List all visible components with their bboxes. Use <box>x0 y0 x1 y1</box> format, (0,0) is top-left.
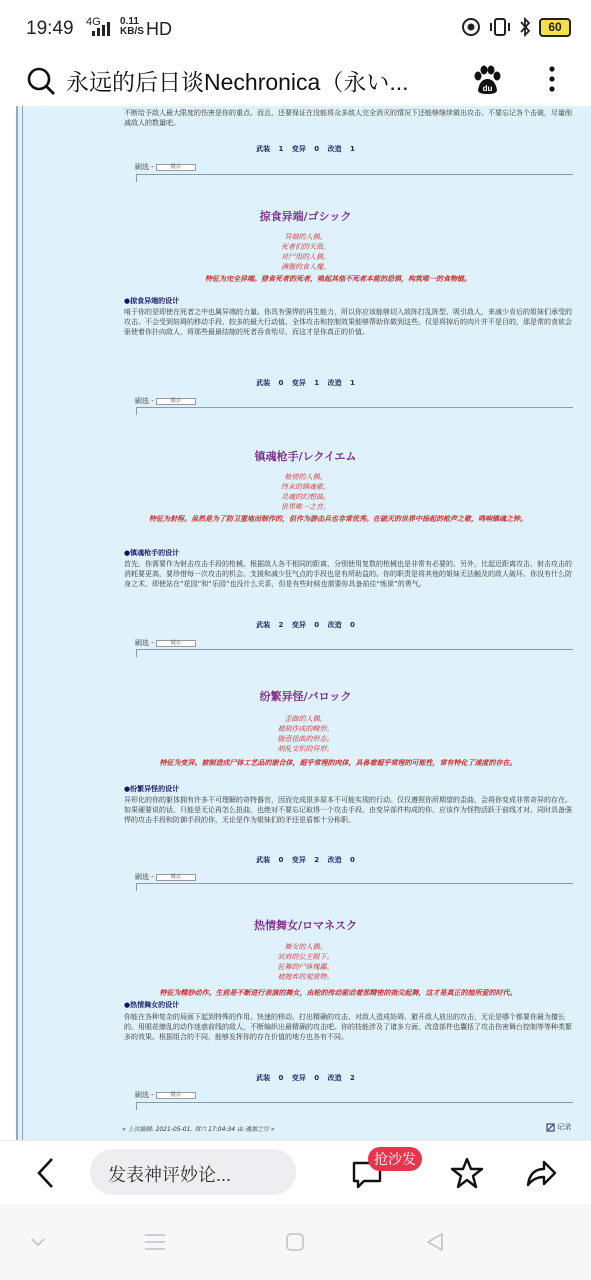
section-heading: 热情舞女/ロマネスク <box>253 919 358 932</box>
section-tagline: 对尸用的人偶。 <box>281 253 330 261</box>
battery-icon: 60 <box>539 18 571 37</box>
section-tagline: 灵魂的幻想曲。 <box>281 493 330 501</box>
star-icon[interactable] <box>450 1156 484 1190</box>
record-icon <box>546 1123 555 1132</box>
svg-text:du: du <box>482 84 493 93</box>
section-body: 异形化的你的躯体拥有许多不可理解的奇特器官，因而完成很多原本不可能实现的行动。仅仅遵照你所期望的歪曲，会将你变成非常奇异的存在。如果硬要说的话，只能是无论再怎么扭曲，也绝对不要忘记取得一个攻击手段。由变异部件构成的你，应该作为怪物活跃于前线才对。同时具备强悍的攻击手段和防御手段的你，无论是作为姐妹们的矛还是盾都十分称职。 <box>124 796 572 824</box>
vpn-icon <box>461 17 481 37</box>
edit-note: « 上次编辑: 2021-05-01, 周六 17:04:34 由 魂湖之空 » <box>122 1126 275 1133</box>
record-label: 记录 <box>557 1123 572 1131</box>
divider <box>136 649 573 650</box>
section-summary: 特征为完全异端。猎食死者的死者，唤起其他不死者本能的恐惧，构筑唯一的食物链。 <box>205 275 471 283</box>
section-stats: 武装 0 变异 2 改造 0 <box>256 856 355 864</box>
filter-box[interactable]: 展示 <box>156 164 196 171</box>
section-summary: 特征为变异。被制造成尸体工艺品的嵌合体，超乎常理的肉体，具备着超乎常理的可能性，常有特化了速度的存在。 <box>159 759 517 767</box>
chevron-down-icon[interactable] <box>30 1236 46 1248</box>
network-speed: 0.11 KB/S <box>120 16 144 37</box>
intro-filter: 刷选 - 展示 <box>135 162 196 172</box>
intro-stats: 武装 1 变异 0 改造 1 <box>256 145 355 153</box>
section-subhead: ●掠食异端的设计 <box>124 297 180 305</box>
back-triangle-icon[interactable] <box>424 1231 446 1253</box>
intro-text: 不断给予敌人最大限度的伤害是你的重点。而且，还要保证在没能将众多敌人完全消灭的情况下还能够继续做出攻击。不要忘记各个击破，尽量削减敌人的数量吧。 <box>124 109 572 127</box>
section-tagline: 世界唯一之音。 <box>281 503 330 511</box>
status-bar <box>0 0 591 58</box>
section-tagline: 随意扭曲的形态。 <box>277 735 334 743</box>
section-stats: 武装 0 变异 0 改造 2 <box>256 1074 355 1082</box>
section-heading: 纷繁异怪/バロック <box>259 690 352 703</box>
search-icon[interactable] <box>26 66 56 96</box>
sofa-badge[interactable]: 抢沙发 <box>368 1147 422 1171</box>
section-stats: 武装 0 变异 1 改造 1 <box>256 379 355 387</box>
section-tagline: 被制作成的畸形。 <box>277 725 334 733</box>
network-type: 4G <box>86 16 101 28</box>
section-filter: 刷选 - 展示 <box>135 1090 196 1100</box>
filter-box[interactable]: 展示 <box>156 874 196 881</box>
filter-box[interactable]: 展示 <box>156 1092 196 1099</box>
section-subhead: ●纷繁异怪的设计 <box>124 785 180 793</box>
bluetooth-icon <box>519 17 531 37</box>
page-title[interactable]: 永远的后日谈Nechronica（永い... <box>66 69 409 95</box>
baidu-paw-icon[interactable] <box>472 64 502 96</box>
section-body: 啃于你的是即使在死者之中也属异端的力量。你具有强悍的再生能力，所以你应该能够切入敌阵打乱阵型、吸引敌人，来减少肯后的姐妹们承受的攻击。不会受到妨碍的移动手段、较多的最大行动值、全体攻击和控制效果能够帮助你做到这些。仅是将掉后的肉片并不是目的，那是常的食欲会驱使着你扑向敌人，将那些最最结缩的死者吞食殆尽，而这才是你真正的价值。 <box>124 308 572 336</box>
section-subhead: ●热情舞女的设计 <box>124 1001 180 1009</box>
section-filter: 刷选 - 展示 <box>135 638 196 648</box>
section-tagline: 满腹的食人魔。 <box>281 263 330 271</box>
share-icon[interactable] <box>524 1157 558 1189</box>
status-time: 19:49 <box>26 18 74 39</box>
section-summary: 特征为射程。虽然是为了防卫重地而制作的，但作为游击兵也非常优秀。在破灭的世界中扬起的枪声之歌，鸣响镇魂之钟。 <box>149 515 527 523</box>
section-tagline: 歪曲的人偶。 <box>284 715 327 723</box>
divider <box>136 174 573 175</box>
section-heading: 掠食异端/ゴシック <box>259 210 352 223</box>
divider-tick <box>136 1102 137 1110</box>
section-tagline: 枪使的人偶。 <box>284 473 327 481</box>
section-tagline: 狂舞的尸体傀儡。 <box>277 963 334 971</box>
section-tagline: 被抛弃的观赏物。 <box>277 973 334 981</box>
menu-icon[interactable] <box>144 1232 166 1252</box>
divider-tick <box>136 174 137 182</box>
section-filter: 刷选 - 展示 <box>135 396 196 406</box>
section-body: 首先，你需要作为射击攻击手段的枪械。根据敌人各不相同的距离，分别使用复数的枪械也是非常有必要的。另外，比起近距离攻击，射击攻击的消耗要更高，要珍惜每一次攻击的机会。支援和减少狂气点的手段也是有所助益的。你的职责是将其他的姐妹无法触及的敌人破坏。你没有什么防身之术，即使站在“花园”和“乐园”也没什么关系，但是有些时候也需要你具备前往“炼狱”的勇气。 <box>124 560 572 588</box>
divider-tick <box>136 649 137 657</box>
post-panel <box>16 106 591 1140</box>
article-content <box>0 106 591 1140</box>
signal-icon <box>92 22 114 36</box>
divider-tick <box>136 883 137 891</box>
back-arrow-icon[interactable] <box>34 1157 56 1189</box>
filter-box[interactable]: 展示 <box>156 398 196 405</box>
section-tagline: 舞女的人偶。 <box>284 943 327 951</box>
filter-box[interactable]: 展示 <box>156 640 196 647</box>
hd-indicator: HD <box>146 19 172 39</box>
section-tagline: 终末的镇魂歌。 <box>281 483 330 491</box>
section-tagline: 异端的人偶。 <box>284 233 327 241</box>
home-icon[interactable] <box>285 1232 305 1252</box>
record-link[interactable] <box>546 1122 571 1132</box>
vibrate-icon <box>489 17 511 37</box>
section-subhead: ●镇魂枪手的设计 <box>124 549 180 557</box>
top-bar <box>0 58 591 106</box>
section-body: 你能在各种复杂的局面下起到特殊的作用。快速的移动、打出精确的攻击、对敌人造成妨碍、避开敌人放出的攻击，无论是哪个都要你最为擅长的。用眼花缭乱的动作迷惑前线的敌人，不断编织出最精确的攻击吧。你的技能涉及了诸多方面，改造部件也囊括了攻击伤害舞台控制等等种类繁多的效果。根据组合的不同，能够发挥你的存在价值的地方也各有不同。 <box>124 1013 572 1041</box>
divider <box>136 407 573 408</box>
more-menu-icon[interactable] <box>546 64 558 96</box>
divider <box>136 883 573 884</box>
comment-input[interactable]: 发表神评妙论... <box>90 1149 296 1195</box>
section-tagline: 冥府的公主殿下。 <box>277 953 334 961</box>
section-heading: 镇魂枪手/レクイエム <box>254 450 357 463</box>
divider <box>136 1102 573 1103</box>
divider-tick <box>136 407 137 415</box>
section-tagline: 死者们的天敌。 <box>281 243 330 251</box>
bottom-bar <box>0 1140 591 1204</box>
section-tagline: 胡乱交织的异形。 <box>277 745 334 753</box>
section-filter: 刷选 - 展示 <box>135 872 196 882</box>
system-nav-bar <box>0 1204 591 1280</box>
section-stats: 武装 2 变异 0 改造 0 <box>256 621 355 629</box>
section-summary: 特征为精妙动作。生前是不断进行表演的舞女，由轮的传动驱动着那精密的指尖起舞，这才是真正的她所爱的时代。 <box>159 989 517 997</box>
